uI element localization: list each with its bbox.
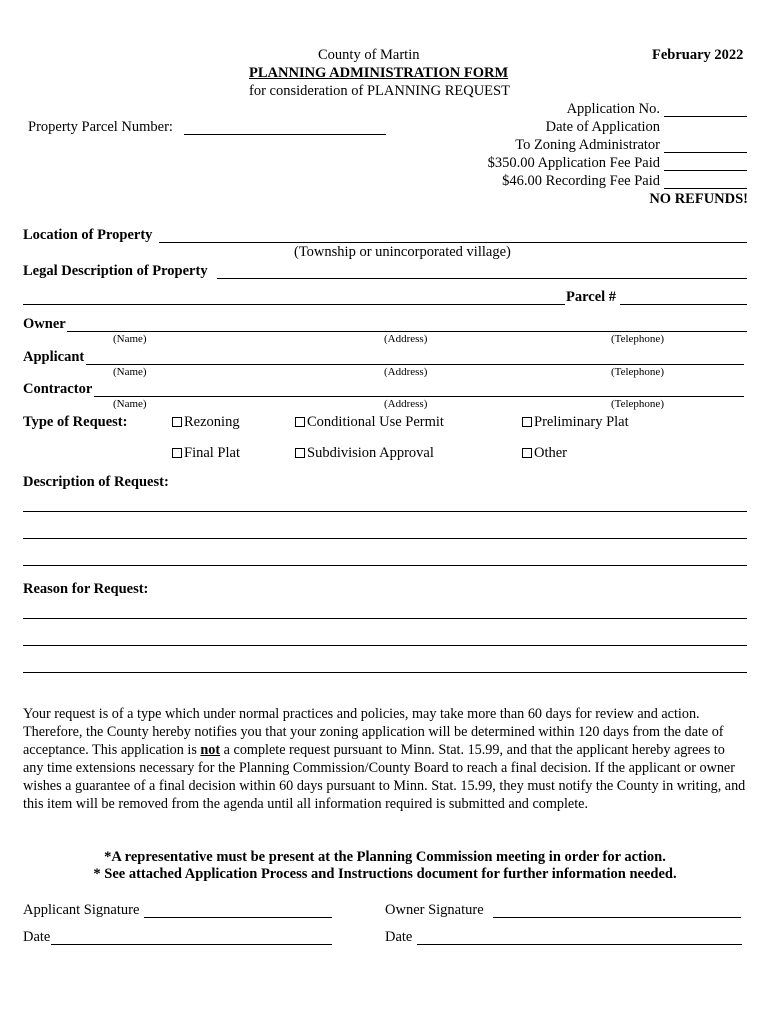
legal-description-label: Legal Description of Property [23,263,208,279]
contractor-field[interactable] [94,396,744,397]
checkbox-icon [172,417,182,427]
recording-fee-label: $46.00 Recording Fee Paid [502,173,660,189]
contractor-telephone-hint: (Telephone) [611,398,664,410]
owner-name-hint: (Name) [113,333,147,345]
applicant-signature-field[interactable] [144,917,332,918]
other-label: Other [534,445,568,461]
location-hint: (Township or unincorporated village) [294,244,511,260]
location-label: Location of Property [23,227,153,243]
instructions-note: * See attached Application Process and Instructions document for further information needed. [93,866,677,882]
location-field[interactable] [159,242,747,243]
legal-description-field-2[interactable] [23,304,565,305]
final-plat-label: Final Plat [184,445,240,461]
application-no-field[interactable] [664,116,747,117]
parcel-number-field[interactable] [184,134,386,135]
reason-line-2[interactable] [23,645,747,646]
applicant-field[interactable] [86,364,744,365]
contractor-name-hint: (Name) [113,398,147,410]
form-subtitle: for consideration of PLANNING REQUEST [249,83,510,99]
contractor-address-hint: (Address) [384,398,428,410]
owner-date-field[interactable] [417,944,742,945]
owner-label: Owner [23,316,66,332]
applicant-label: Applicant [23,349,85,365]
rezoning-label: Rezoning [184,414,240,430]
applicant-date-field[interactable] [51,944,332,945]
notice-paragraph: Your request is of a type which under normal practices and policies, may take more than 60 days for review and action. Therefore, the County hereby notifies you that your zoning application will be determined within 120 days from the date of acceptance. This application is not a complete request pursuant to Minn. Stat. 15.99, and that the applicant hereby agrees to any time extensions necessary for the Planning Commission/County Board to reach a final decision. If the applicant or owner wishes a guarantee of a final decision within 60 days pursuant to Minn. Stat. 15.99, they must notify the County in writing, and this item will be removed from the agenda until all information required is submitted and complete. [23,706,746,812]
description-line-1[interactable] [23,511,747,512]
county-name: County of Martin [318,47,420,63]
checkbox-icon [172,448,182,458]
description-label: Description of Request: [23,474,169,490]
owner-signature-field[interactable] [493,917,741,918]
contractor-label: Contractor [23,381,93,397]
fee-paid-label: $350.00 Application Fee Paid [487,155,660,171]
conditional-use-label: Conditional Use Permit [307,414,444,430]
reason-line-1[interactable] [23,618,747,619]
owner-signature-label: Owner Signature [385,902,484,918]
subdivision-label: Subdivision Approval [307,445,434,461]
applicant-date-label: Date [23,929,51,945]
parcel-label: Parcel # [566,289,617,305]
checkbox-icon [295,448,305,458]
to-zoning-label: To Zoning Administrator [515,137,660,153]
date-of-application-label: Date of Application [545,119,660,135]
preliminary-plat-label: Preliminary Plat [534,414,629,430]
form-title: PLANNING ADMINISTRATION FORM [249,65,509,81]
rezoning-checkbox[interactable] [172,414,240,431]
recording-fee-field[interactable] [664,188,747,189]
applicant-address-hint: (Address) [384,366,428,378]
not-emphasis: not [200,742,221,758]
type-of-request-label: Type of Request: [23,414,128,430]
owner-field[interactable] [67,331,747,332]
parcel-field[interactable] [620,304,747,305]
applicant-signature-label: Applicant Signature [23,902,140,918]
form-date: February 2022 [652,47,744,63]
final-plat-checkbox[interactable] [172,445,240,462]
owner-address-hint: (Address) [384,333,428,345]
checkbox-icon [522,417,532,427]
application-no-label: Application No. [566,101,660,117]
description-line-3[interactable] [23,565,747,566]
reason-line-3[interactable] [23,672,747,673]
no-refunds-notice: NO REFUNDS! [649,191,748,207]
reason-label: Reason for Request: [23,581,149,597]
representative-note: *A representative must be present at the Planning Commission meeting in order for action. [104,849,666,865]
fee-paid-field[interactable] [664,170,747,171]
conditional-use-checkbox[interactable] [295,414,444,431]
applicant-name-hint: (Name) [113,366,147,378]
other-checkbox[interactable] [522,445,567,462]
applicant-telephone-hint: (Telephone) [611,366,664,378]
legal-description-field[interactable] [217,278,747,279]
to-zoning-field[interactable] [664,152,747,153]
owner-date-label: Date [385,929,413,945]
owner-telephone-hint: (Telephone) [611,333,664,345]
checkbox-icon [295,417,305,427]
preliminary-plat-checkbox[interactable] [522,414,629,431]
subdivision-checkbox[interactable] [295,445,434,462]
parcel-number-label: Property Parcel Number: [28,119,173,135]
description-line-2[interactable] [23,538,747,539]
checkbox-icon [522,448,532,458]
